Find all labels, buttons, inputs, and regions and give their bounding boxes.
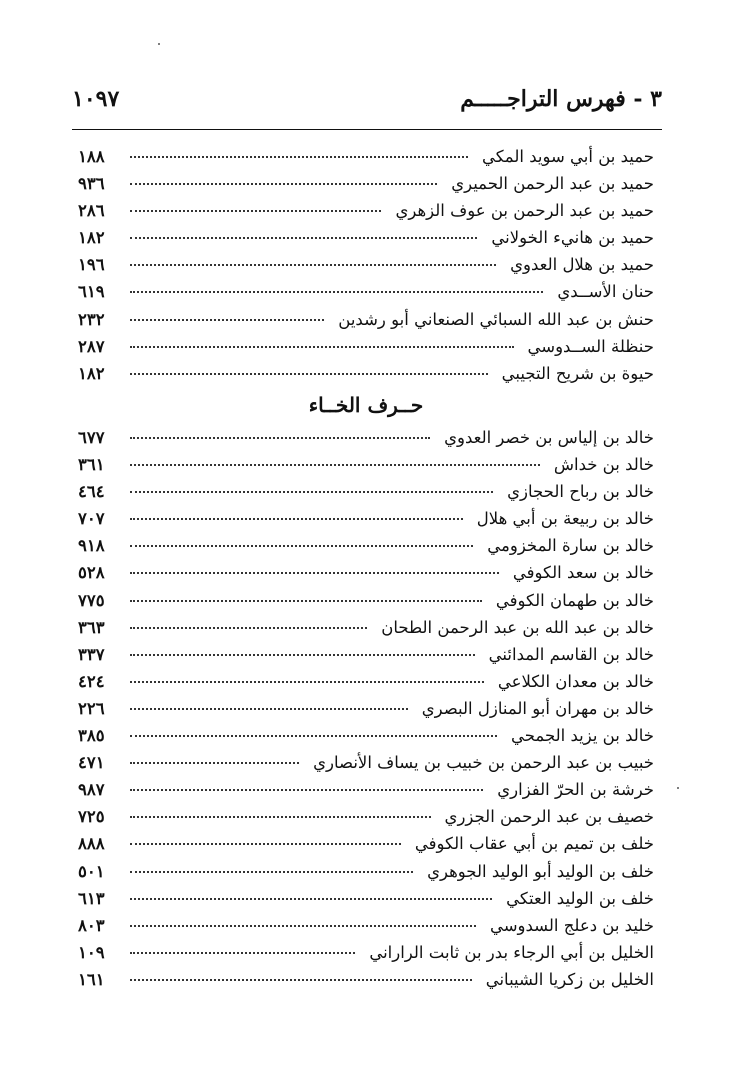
- dot-leader: [130, 182, 437, 185]
- entry-name: الخليل بن زكريا الشيباني: [485, 969, 654, 989]
- index-entry: [78, 333, 654, 360]
- entry-page-number: ٧٢٥: [78, 807, 105, 827]
- entry-name: خالد بن سعد الكوفي: [512, 563, 654, 583]
- entry-name: خالد بن القاسم المدائني: [488, 644, 654, 664]
- index-entry: [78, 641, 654, 668]
- index-entry: [78, 966, 654, 993]
- entry-name: خالد بن معدان الكلاعي: [497, 671, 654, 691]
- paper-speck: [158, 43, 160, 45]
- entry-page-number: ٩٣٦: [78, 174, 105, 194]
- dot-leader: [130, 599, 482, 602]
- index-entry: [78, 224, 654, 251]
- entry-page-number: ٣٦٣: [78, 617, 105, 637]
- entry-name: حيوة بن شريح التجيبي: [501, 363, 654, 383]
- entry-name: خليد بن دعلج السدوسي: [489, 915, 654, 935]
- index-entries-ha: [78, 143, 654, 387]
- entry-page-number: ٧٧٥: [78, 590, 105, 610]
- header-page-number: ١٠٩٧: [72, 86, 120, 112]
- entry-page-number: ٢٣٢: [78, 309, 105, 329]
- header-divider: [72, 129, 662, 130]
- index-entry: [78, 278, 654, 305]
- entry-name: حميد بن عبد الرحمن الحميري: [451, 174, 654, 194]
- entry-name: خلف بن الوليد العتكي: [506, 888, 654, 908]
- entry-page-number: ٤٧١: [78, 753, 105, 773]
- page-header: [72, 84, 662, 120]
- dot-leader: [130, 978, 472, 981]
- entry-page-number: ٣٣٧: [78, 644, 105, 664]
- index-entry: [78, 306, 654, 333]
- entry-name: خلف بن تميم بن أبي عقاب الكوفي: [414, 834, 654, 854]
- index-entry: [78, 559, 654, 586]
- dot-leader: [130, 571, 499, 574]
- entry-page-number: ١٦١: [78, 969, 105, 989]
- entry-page-number: ٤٢٤: [78, 671, 105, 691]
- dot-leader: [130, 924, 476, 927]
- dot-leader: [130, 544, 473, 547]
- index-entry: [78, 668, 654, 695]
- entry-page-number: ٨٨٨: [78, 834, 105, 854]
- entry-page-number: ٧٠٧: [78, 509, 105, 529]
- entry-name: حميد بن هانيء الخولاني: [491, 228, 654, 248]
- entry-page-number: ١٨٨: [78, 147, 105, 166]
- dot-leader: [130, 372, 488, 375]
- entry-page-number: ٦١٣: [78, 888, 105, 908]
- entry-name: خالد بن يزيد الجمحي: [511, 726, 654, 746]
- dot-leader: [130, 761, 299, 764]
- index-entry: [78, 614, 654, 641]
- entry-name: حنش بن عبد الله السبائي الصنعاني أبو رشدين: [338, 309, 654, 329]
- index-entry: [78, 424, 654, 451]
- dot-leader: [130, 436, 430, 439]
- dot-leader: [130, 626, 367, 629]
- dot-leader: [130, 155, 468, 158]
- dot-leader: [130, 517, 463, 520]
- dot-leader: [130, 788, 483, 791]
- dot-leader: [130, 318, 324, 321]
- dot-leader: [130, 263, 496, 266]
- entry-page-number: ٤٦٤: [78, 482, 105, 502]
- entry-page-number: ٢٨٧: [78, 336, 105, 356]
- dot-leader: [130, 734, 497, 737]
- entry-name: خالد بن عبد الله بن عبد الرحمن الطحان: [381, 617, 654, 637]
- header-title: ٣ - فهرس التراجـــــم: [460, 86, 662, 112]
- entry-name: حنظلة الســدوسي: [527, 336, 654, 356]
- entry-page-number: ٩١٨: [78, 536, 105, 556]
- index-entry: [78, 143, 654, 170]
- entry-page-number: ٥٠١: [78, 861, 105, 881]
- dot-leader: [130, 897, 492, 900]
- entry-name: خالد بن رباح الحجازي: [507, 482, 654, 502]
- index-entry: [78, 170, 654, 197]
- entry-page-number: ١٠٩: [78, 942, 105, 962]
- index-entry: [78, 858, 654, 885]
- dot-leader: [130, 653, 475, 656]
- index-entry: [78, 830, 654, 857]
- index-entry: [78, 722, 654, 749]
- entry-name: خالد بن خداش: [553, 455, 654, 475]
- dot-leader: [130, 290, 543, 293]
- entry-page-number: ٨٠٣: [78, 915, 105, 935]
- entry-page-number: ٢٨٦: [78, 201, 105, 221]
- entry-page-number: ١٩٦: [78, 255, 105, 275]
- index-entry: [78, 939, 654, 966]
- index-entry: [78, 695, 654, 722]
- dot-leader: [130, 345, 514, 348]
- dot-leader: [130, 870, 413, 873]
- index-entry: [78, 776, 654, 803]
- index-entry: [78, 749, 654, 776]
- index-entries-kha: [78, 424, 654, 993]
- entry-page-number: ١٨٢: [78, 228, 105, 248]
- dot-leader: [130, 707, 408, 710]
- index-entry: [78, 912, 654, 939]
- entry-name: حميد بن هلال العدوي: [510, 255, 654, 275]
- entry-page-number: ٩٨٧: [78, 780, 105, 800]
- entry-name: خصيف بن عبد الرحمن الجزري: [444, 807, 654, 827]
- index-entry: [78, 505, 654, 532]
- dot-leader: [130, 951, 355, 954]
- entry-name: الخليل بن أبي الرجاء بدر بن ثابت الراراني: [369, 942, 654, 962]
- entry-page-number: ٥٢٨: [78, 563, 105, 583]
- dot-leader: [130, 490, 493, 493]
- dot-leader: [130, 815, 431, 818]
- index-entry: [78, 251, 654, 278]
- entry-name: حميد بن أبي سويد المكي: [481, 147, 654, 166]
- entry-page-number: ٦٧٧: [78, 428, 105, 447]
- entry-page-number: ١٨٢: [78, 363, 105, 383]
- entry-name: حميد بن عبد الرحمن بن عوف الزهري: [395, 201, 654, 221]
- index-entry: [78, 803, 654, 830]
- entry-name: حنان الأســدي: [557, 282, 654, 302]
- entry-name: خالد بن إلياس بن خصر العدوي: [444, 428, 654, 447]
- index-entry: [78, 451, 654, 478]
- index-entry: [78, 478, 654, 505]
- entry-name: خرشة بن الحرّ الفزاري: [497, 780, 654, 800]
- dot-leader: [130, 209, 381, 212]
- entry-name: خالد بن مهران أبو المنازل البصري: [421, 698, 654, 718]
- entry-page-number: ٣٨٥: [78, 726, 105, 746]
- entry-name: خلف بن الوليد أبو الوليد الجوهري: [427, 861, 654, 881]
- paper-speck: [677, 787, 679, 789]
- section-heading: حــرف الخــاء: [308, 393, 424, 417]
- index-entry: [78, 360, 654, 387]
- index-entry: [78, 587, 654, 614]
- index-entry: [78, 885, 654, 912]
- dot-leader: [130, 842, 401, 845]
- index-entry: [78, 197, 654, 224]
- dot-leader: [130, 463, 540, 466]
- index-entry: [78, 532, 654, 559]
- entry-name: خالد بن ربيعة بن أبي هلال: [476, 509, 654, 529]
- entry-page-number: ٢٢٦: [78, 698, 105, 718]
- entry-name: خبيب بن عبد الرحمن بن خبيب بن يساف الأنصاري: [313, 753, 654, 773]
- dot-leader: [130, 236, 477, 239]
- entry-page-number: ٣٦١: [78, 455, 105, 475]
- entry-name: خالد بن طهمان الكوفي: [495, 590, 654, 610]
- entry-name: خالد بن سارة المخزومي: [487, 536, 654, 556]
- entry-page-number: ٦١٩: [78, 282, 105, 302]
- dot-leader: [130, 680, 484, 683]
